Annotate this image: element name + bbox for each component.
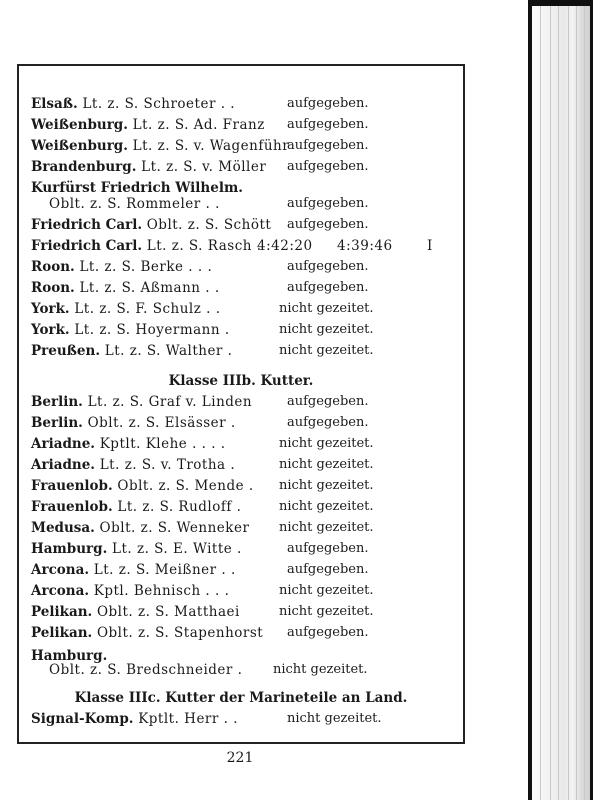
officer-name: Lt. z. S. v. Möller (141, 159, 267, 175)
table-row (31, 434, 374, 454)
officer-name: Oblt. z. S. Wenneker (99, 520, 250, 536)
table-row (31, 709, 382, 729)
officer-name: Oblt. z. S. Stapenhorst (96, 625, 264, 641)
elapsed-time: 4:42:20 (257, 238, 313, 254)
officer-name: Oblt. z. S. Bredschneider . (49, 662, 243, 678)
corrected-time: 4:39:46 (337, 238, 393, 254)
status-text: aufgegeben. (287, 259, 369, 274)
status-text: nicht gezeitet. (287, 711, 382, 726)
table-row (31, 497, 374, 517)
status-text: nicht gezeitet. (279, 343, 374, 358)
status-text: nicht gezeitet. (273, 662, 368, 677)
officer-name: Kptl. Behnisch . . . (93, 583, 230, 599)
officer-name: Oblt. z. S. Schött (146, 217, 272, 233)
book-page-edges (532, 6, 590, 800)
table-row (31, 215, 369, 235)
officer-name: Lt. z. S. Meißner . . (93, 562, 236, 578)
officer-name: Oblt. z. S. Mende . (117, 478, 254, 494)
table-row (31, 476, 374, 496)
ship-name: Arcona. (31, 562, 94, 578)
table-row (31, 299, 374, 319)
status-text: aufgegeben. (287, 138, 369, 153)
ship-name: Medusa. (31, 520, 100, 536)
officer-name: Lt. z. S. Rasch . (146, 238, 262, 254)
ship-name: Pelikan. (31, 604, 97, 620)
status-text: nicht gezeitet. (279, 436, 374, 451)
status-text: aufgegeben. (287, 96, 369, 111)
table-row (31, 136, 369, 156)
table-row (31, 413, 369, 433)
ship-name: Hamburg. (31, 541, 112, 557)
table-row (31, 278, 369, 298)
ship-name: Berlin. (31, 415, 88, 431)
ship-name: Preußen. (31, 343, 105, 359)
ship-name: Arcona. (31, 583, 94, 599)
officer-name: Oblt. z. S. Elsässer . (87, 415, 236, 431)
officer-name: Lt. z. S. Walther . (104, 343, 233, 359)
status-text: nicht gezeitet. (279, 301, 374, 316)
status-text: aufgegeben. (287, 280, 369, 295)
status-text: nicht gezeitet. (279, 322, 374, 337)
status-text: aufgegeben. (287, 196, 369, 211)
status-text: aufgegeben. (287, 394, 369, 409)
ship-name: Brandenburg. (31, 159, 142, 175)
ship-name: Pelikan. (31, 625, 97, 641)
officer-name: Lt. z. S. Graf v. Linden (87, 394, 253, 410)
ship-name: Hamburg. (31, 648, 108, 664)
table-row (31, 257, 369, 277)
status-text: nicht gezeitet. (279, 499, 374, 514)
status-text: nicht gezeitet. (279, 478, 374, 493)
status-text: aufgegeben. (287, 541, 369, 556)
officer-name: Lt. z. S. Hoyermann . (74, 322, 230, 338)
ship-name: Roon. (31, 280, 80, 296)
table-row (31, 581, 374, 601)
status-text: aufgegeben. (287, 117, 369, 132)
ship-name: Ariadne. (31, 457, 100, 473)
status-text: aufgegeben. (287, 625, 369, 640)
officer-name: Lt. z. S. Aßmann . . (79, 280, 220, 296)
status-text: nicht gezeitet. (279, 520, 374, 535)
ship-name: York. (31, 301, 75, 317)
section-heading: Klasse IIIc. Kutter der Marineteile an Land. (74, 690, 408, 706)
officer-name: Lt. z. S. Schroeter . . (82, 96, 236, 112)
table-row (31, 623, 369, 643)
ship-name: Frauenlob. (31, 499, 118, 515)
status-text: nicht gezeitet. (279, 457, 374, 472)
status-text: aufgegeben. (287, 562, 369, 577)
table-row (31, 560, 369, 580)
table-row (49, 194, 369, 214)
ship-name: Roon. (31, 259, 80, 275)
officer-name: Lt. z. S. Berke . . . (79, 259, 213, 275)
table-row (31, 115, 369, 135)
ship-name: Frauenlob. (31, 478, 118, 494)
ship-name: Friedrich Carl. (31, 238, 147, 254)
placing: I (427, 238, 433, 254)
table-row (31, 157, 369, 177)
officer-name: Lt. z. S. v. Trotha . (99, 457, 236, 473)
table-row (31, 94, 369, 114)
table-row (31, 539, 369, 559)
ship-name: Friedrich Carl. (31, 217, 147, 233)
officer-name: Oblt. z. S. Matthaei (96, 604, 240, 620)
officer-name: Lt. z. S. Ad. Franz (132, 117, 265, 133)
officer-name: Kptlt. Herr . . (138, 711, 238, 727)
officer-name: Oblt. z. S. Rommeler . . (49, 196, 220, 212)
officer-name: Lt. z. S. E. Witte . (112, 541, 242, 557)
ship-name: Ariadne. (31, 436, 100, 452)
table-row (31, 518, 374, 538)
ship-name: Berlin. (31, 394, 88, 410)
officer-name: Lt. z. S. F. Schulz . . (74, 301, 221, 317)
status-text: nicht gezeitet. (279, 604, 374, 619)
table-row (31, 455, 374, 475)
ship-name: York. (31, 322, 75, 338)
officer-name: Lt. z. S. v. Wagenführ (132, 138, 290, 154)
status-text: aufgegeben. (287, 217, 369, 232)
officer-name: Kptlt. Klehe . . . . (99, 436, 226, 452)
ship-name: Kurfürst Friedrich Wilhelm. (31, 180, 243, 196)
ship-name: Elsaß. (31, 96, 83, 112)
table-row (49, 660, 368, 680)
table-row (31, 236, 461, 256)
table-row (31, 341, 374, 361)
status-text: aufgegeben. (287, 415, 369, 430)
table-row (31, 392, 369, 412)
ship-name: Weißenburg. (31, 117, 133, 133)
status-text: nicht gezeitet. (279, 583, 374, 598)
page-number: 221 (226, 750, 254, 766)
results-table-frame (17, 64, 465, 744)
table-row (31, 320, 374, 340)
table-row (31, 602, 374, 622)
ship-name: Weißenburg. (31, 138, 133, 154)
officer-name: Lt. z. S. Rudloff . (117, 499, 242, 515)
ship-name: Signal-Komp. (31, 711, 139, 727)
section-heading: Klasse IIIb. Kutter. (168, 373, 314, 389)
status-text: aufgegeben. (287, 159, 369, 174)
